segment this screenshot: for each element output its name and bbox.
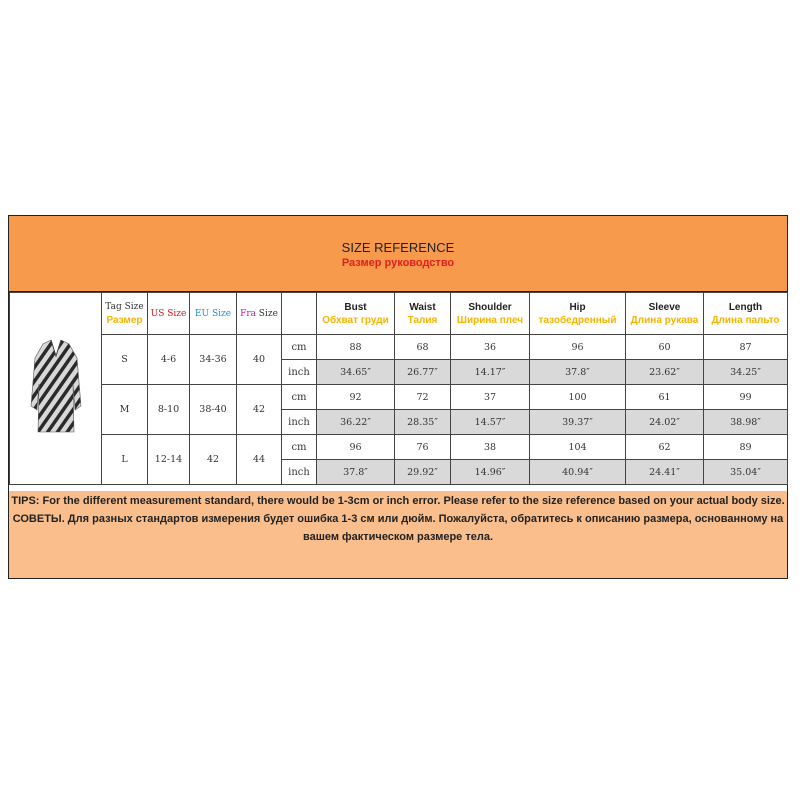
sleeve-cm-cell: 62	[626, 435, 704, 460]
banner-title-russian: Размер руководство	[341, 257, 455, 269]
fra-size-cell: 42	[237, 385, 282, 435]
sleeve-label: Sleeve	[648, 301, 681, 313]
shoulder-cm-cell: 37	[451, 385, 530, 410]
hip-cm-cell: 104	[530, 435, 626, 460]
sleeve-cm-cell: 61	[626, 385, 704, 410]
dress-photo	[11, 314, 101, 464]
hip-inch-cell: 39.37″	[530, 410, 626, 435]
unit-cm-cell: cm	[282, 385, 317, 410]
length-label: Length	[728, 301, 763, 313]
tag-size-header	[102, 293, 148, 335]
fra-size-label-suffix: Size	[258, 309, 278, 319]
size-row-s-cm	[10, 335, 788, 360]
bust-inch-cell: 37.8″	[317, 460, 395, 485]
banner-title: SIZE REFERENCE	[341, 240, 455, 255]
fra-size-header	[237, 293, 282, 335]
unit-header	[282, 293, 317, 335]
tips-russian: СОВЕТЫ. Для разных стандартов измерения будет ошибка 1-3 см или дюйм. Пожалуйста, обратитесь к описанию размера, основанному на вашем фактическом размере тела.	[12, 513, 784, 543]
fra-size-label: Fra	[240, 309, 256, 319]
size-row-l-cm	[10, 435, 788, 460]
waist-header	[395, 293, 451, 335]
shoulder-cm-cell: 38	[451, 435, 530, 460]
size-row-m-cm	[10, 385, 788, 410]
sleeve-inch-cell: 24.41″	[626, 460, 704, 485]
fra-size-cell: 40	[237, 335, 282, 385]
length-inch-cell: 38.98″	[704, 410, 788, 435]
shoulder-label-russian: Ширина плеч	[456, 314, 524, 326]
sleeve-cm-cell: 60	[626, 335, 704, 360]
bust-cm-cell: 92	[317, 385, 395, 410]
unit-inch-cell: inch	[282, 360, 317, 385]
bust-label-russian: Обхват груди	[322, 314, 389, 326]
header-row	[10, 293, 788, 335]
bust-inch-cell: 34.65″	[317, 360, 395, 385]
hip-cm-cell: 100	[530, 385, 626, 410]
unit-cm-cell: cm	[282, 435, 317, 460]
length-header	[704, 293, 788, 335]
waist-inch-cell: 29.92″	[395, 460, 451, 485]
bust-header	[317, 293, 395, 335]
size-table	[9, 292, 788, 485]
length-inch-cell: 34.25″	[704, 360, 788, 385]
sleeve-inch-cell: 24.02″	[626, 410, 704, 435]
fra-size-cell: 44	[237, 435, 282, 485]
us-size-cell: 8-10	[148, 385, 190, 435]
length-cm-cell: 89	[704, 435, 788, 460]
us-size-cell: 4-6	[148, 335, 190, 385]
waist-inch-cell: 26.77″	[395, 360, 451, 385]
tag-size-cell: L	[102, 435, 148, 485]
eu-size-header	[190, 293, 237, 335]
tag-size-label-russian: Размер	[106, 314, 143, 326]
bust-cm-cell: 96	[317, 435, 395, 460]
hip-label-russian: тазобедренный	[538, 314, 617, 326]
shoulder-header	[451, 293, 530, 335]
bust-label: Bust	[344, 301, 367, 313]
unit-inch-cell: inch	[282, 460, 317, 485]
waist-cm-cell: 68	[395, 335, 451, 360]
waist-label: Waist	[409, 301, 436, 313]
unit-inch-cell: inch	[282, 410, 317, 435]
size-chart	[8, 215, 788, 579]
hip-header	[530, 293, 626, 335]
sleeve-inch-cell: 23.62″	[626, 360, 704, 385]
waist-cm-cell: 76	[395, 435, 451, 460]
hip-inch-cell: 37.8″	[530, 360, 626, 385]
eu-size-cell: 42	[190, 435, 237, 485]
us-size-label: US Size	[150, 309, 187, 319]
shoulder-inch-cell: 14.17″	[451, 360, 530, 385]
us-size-header	[148, 293, 190, 335]
length-cm-cell: 99	[704, 385, 788, 410]
us-size-cell: 12-14	[148, 435, 190, 485]
shoulder-inch-cell: 14.96″	[451, 460, 530, 485]
hip-inch-cell: 40.94″	[530, 460, 626, 485]
tips-english: TIPS: For the different measurement standard, there would be 1-3cm or inch error. Please refer to the size reference based on your actual body size.	[11, 495, 785, 507]
waist-cm-cell: 72	[395, 385, 451, 410]
length-inch-cell: 35.04″	[704, 460, 788, 485]
sleeve-label-russian: Длина рукава	[630, 314, 699, 326]
bust-cm-cell: 88	[317, 335, 395, 360]
tag-size-cell: S	[102, 335, 148, 385]
size-reference-banner	[9, 216, 787, 292]
shoulder-inch-cell: 14.57″	[451, 410, 530, 435]
waist-inch-cell: 28.35″	[395, 410, 451, 435]
product-photo-cell	[10, 293, 102, 485]
hip-label: Hip	[569, 301, 586, 313]
tips-box	[9, 491, 787, 578]
length-cm-cell: 87	[704, 335, 788, 360]
shoulder-cm-cell: 36	[451, 335, 530, 360]
length-label-russian: Длина пальто	[711, 314, 780, 326]
tag-size-cell: M	[102, 385, 148, 435]
eu-size-label: EU Size	[194, 309, 232, 319]
bust-inch-cell: 36.22″	[317, 410, 395, 435]
eu-size-cell: 34-36	[190, 335, 237, 385]
hip-cm-cell: 96	[530, 335, 626, 360]
tag-size-label: Tag Size	[105, 301, 144, 312]
eu-size-cell: 38-40	[190, 385, 237, 435]
shoulder-label: Shoulder	[468, 301, 512, 313]
unit-cm-cell: cm	[282, 335, 317, 360]
waist-label-russian: Талия	[407, 314, 438, 326]
dress-photo-icon	[11, 314, 101, 464]
sleeve-header	[626, 293, 704, 335]
